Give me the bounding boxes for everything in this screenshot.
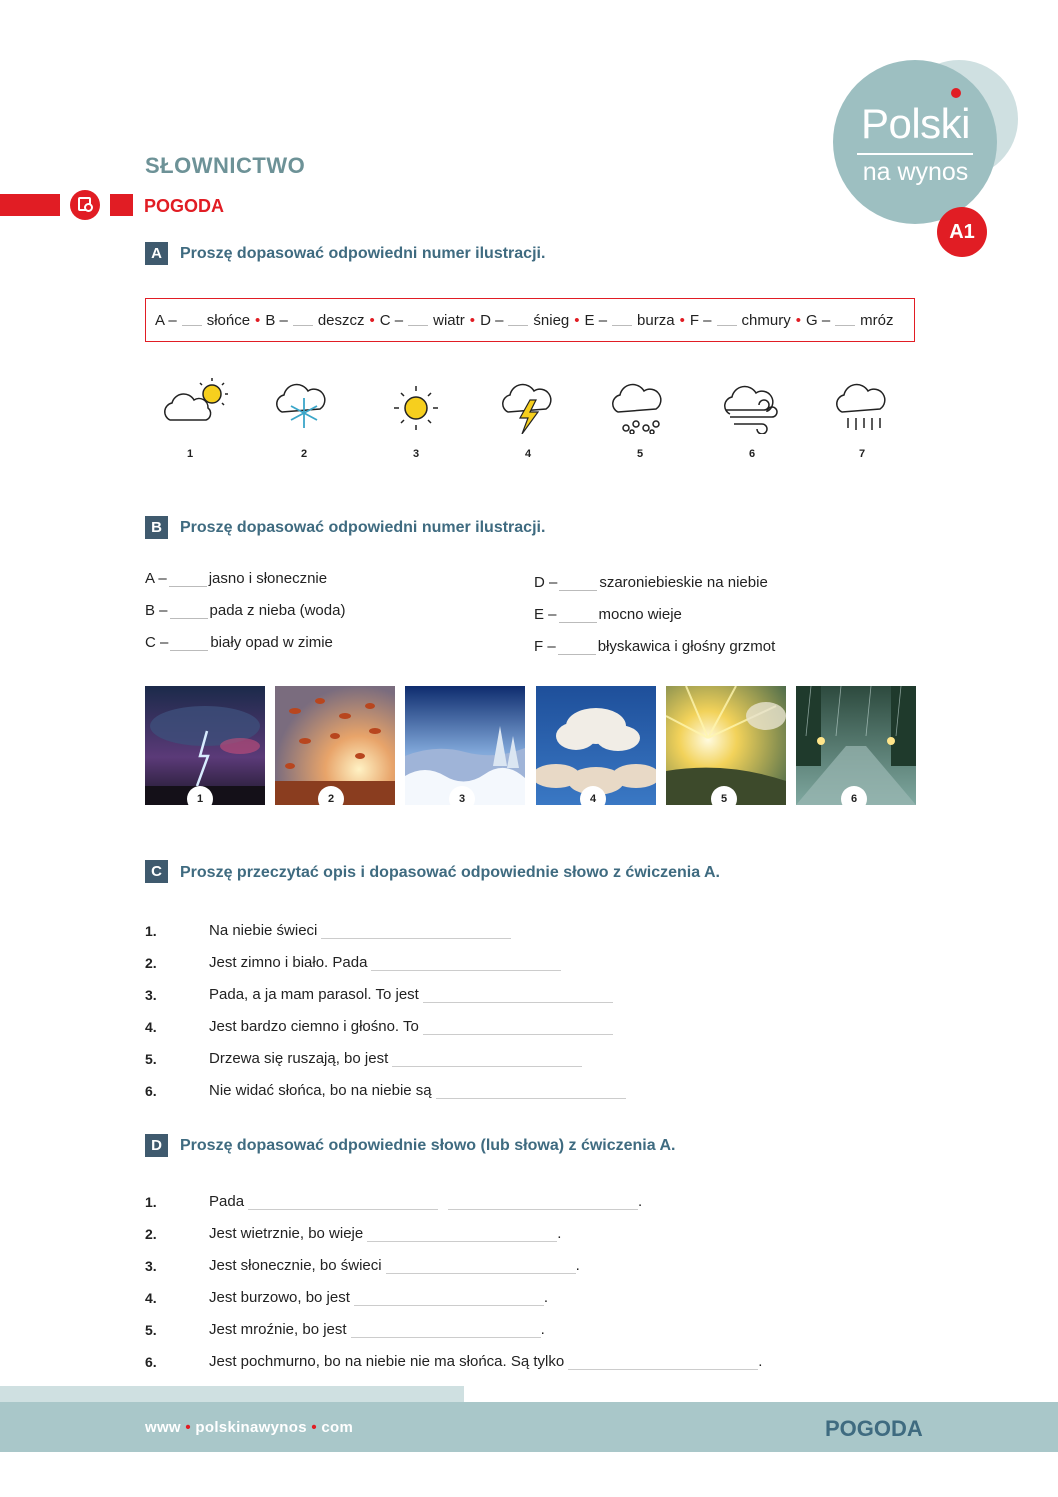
answer-blank[interactable] xyxy=(170,605,208,619)
exercise-number: 5. xyxy=(145,1322,157,1338)
separator-dot: • xyxy=(795,311,801,329)
word-letter: A – xyxy=(155,311,177,329)
word: burza xyxy=(637,311,675,329)
item-letter: F – xyxy=(534,638,556,655)
answer-line[interactable] xyxy=(436,1085,626,1099)
period: . xyxy=(543,1289,549,1306)
section-d-badge: D xyxy=(145,1134,168,1157)
exercise-number: 3. xyxy=(145,987,157,1003)
partly-sunny-icon xyxy=(158,372,238,434)
exercise-row xyxy=(145,1050,582,1067)
exercise-text: Jest zimno i biało. Pada xyxy=(209,954,368,971)
item-letter: A – xyxy=(145,570,167,587)
exercise-number: 4. xyxy=(145,1290,157,1306)
exercise-row xyxy=(145,1018,613,1035)
exercise-text: Jest mroźnie, bo jest xyxy=(209,1321,347,1338)
word: śnieg xyxy=(533,311,570,329)
section-b-badge: B xyxy=(145,516,168,539)
item-text: błyskawica i głośny grzmot xyxy=(597,638,776,655)
logo-red-dot xyxy=(951,88,961,98)
answer-blank[interactable] xyxy=(559,609,597,623)
section-d-instruction: Proszę dopasować odpowiednie słowo (lub słowa) z ćwiczenia A. xyxy=(180,1137,676,1154)
answer-line[interactable] xyxy=(568,1356,758,1370)
exercise-row xyxy=(145,1321,545,1338)
answer-line[interactable] xyxy=(351,1324,541,1338)
list-item xyxy=(534,574,768,591)
answer-line[interactable] xyxy=(367,1228,557,1242)
list-item xyxy=(534,606,682,623)
list-item xyxy=(145,602,345,619)
exercise-number: 6. xyxy=(145,1083,157,1099)
photo-number: 3 xyxy=(449,786,475,812)
answer-blank[interactable] xyxy=(169,573,207,587)
exercise-number: 2. xyxy=(145,955,157,971)
icon-number: 5 xyxy=(636,448,644,460)
exercise-text: Jest pochmurno, bo na niebie nie ma słońca. Są tylko xyxy=(209,1353,565,1370)
word-letter: E – xyxy=(584,311,608,329)
answer-line[interactable] xyxy=(423,1021,613,1035)
exercise-row xyxy=(145,922,511,939)
url-dot: • xyxy=(311,1419,317,1436)
answer-blank[interactable] xyxy=(559,577,597,591)
item-text: mocno wieje xyxy=(598,606,682,623)
exercise-text: Drzewa się ruszają, bo jest xyxy=(209,1050,389,1067)
url-dot: • xyxy=(185,1419,191,1436)
separator-dot: • xyxy=(679,311,685,329)
list-item xyxy=(145,634,333,651)
snow-cloud-icon xyxy=(264,372,344,434)
section-c-badge: C xyxy=(145,860,168,883)
word-letter: F – xyxy=(689,311,712,329)
word: słońce xyxy=(206,311,251,329)
word: mróz xyxy=(860,311,894,329)
sun-icon xyxy=(376,372,456,434)
icon-number: 4 xyxy=(524,448,532,460)
answer-line[interactable] xyxy=(354,1292,544,1306)
answer-blank[interactable] xyxy=(170,637,208,651)
item-text: jasno i słonecznie xyxy=(208,570,328,587)
answer-blank[interactable] xyxy=(508,314,528,326)
list-item xyxy=(534,638,775,655)
exercise-row xyxy=(145,1257,580,1274)
exercise-row xyxy=(145,954,561,971)
hail-cloud-icon xyxy=(600,372,680,434)
exercise-row xyxy=(145,1193,642,1210)
exercise-text: Pada, a ja mam parasol. To jest xyxy=(209,986,419,1003)
exercise-text: Jest wietrznie, bo wieje xyxy=(209,1225,364,1242)
period: . xyxy=(758,1353,763,1370)
thunderstorm-icon xyxy=(488,372,568,434)
exercise-text: Jest słonecznie, bo świeci xyxy=(209,1257,382,1274)
word-letter: B – xyxy=(265,311,288,329)
section-a-badge: A xyxy=(145,242,168,265)
separator-dot: • xyxy=(574,311,580,329)
answer-blank[interactable] xyxy=(835,314,855,326)
answer-blank[interactable] xyxy=(182,314,202,326)
item-letter: B – xyxy=(145,602,168,619)
period: . xyxy=(575,1257,580,1274)
item-letter: C – xyxy=(145,634,169,651)
word: chmury xyxy=(741,311,791,329)
answer-line[interactable] xyxy=(392,1053,582,1067)
exercise-number: 4. xyxy=(145,1019,157,1035)
exercise-row xyxy=(145,986,613,1003)
word-bank xyxy=(145,298,915,342)
word-letter: C – xyxy=(379,311,404,329)
level-badge: A1 xyxy=(937,207,987,257)
exercise-text: Na niebie świeci xyxy=(209,922,318,939)
period: . xyxy=(540,1321,545,1338)
photo-number: 2 xyxy=(318,786,344,812)
icon-number: 6 xyxy=(748,448,756,460)
vocabulary-icon xyxy=(70,190,100,220)
url-com: com xyxy=(321,1419,354,1436)
answer-blank[interactable] xyxy=(612,314,632,326)
icon-number: 7 xyxy=(858,448,866,460)
photo-number: 4 xyxy=(580,786,606,812)
footer-strip xyxy=(0,1386,464,1402)
answer-line[interactable] xyxy=(371,957,561,971)
logo-divider xyxy=(857,153,973,155)
wind-cloud-icon xyxy=(712,372,792,434)
separator-dot: • xyxy=(369,311,375,329)
exercise-row xyxy=(145,1225,561,1242)
photo-number: 5 xyxy=(711,786,737,812)
exercise-number: 5. xyxy=(145,1051,157,1067)
url-www: www xyxy=(145,1419,181,1436)
exercise-number: 2. xyxy=(145,1226,157,1242)
item-letter: D – xyxy=(534,574,558,591)
section-b-instruction: Proszę dopasować odpowiedni numer ilustracji. xyxy=(180,519,546,536)
footer-topic: POGODA xyxy=(825,1416,923,1441)
icon-number: 3 xyxy=(412,448,420,460)
exercise-number: 3. xyxy=(145,1258,157,1274)
logo-polski-text: Polski xyxy=(860,100,971,147)
answer-line[interactable] xyxy=(448,1196,638,1210)
separator-dot: • xyxy=(255,311,261,329)
logo-wynos-text: na wynos xyxy=(862,158,969,186)
exercise-number: 6. xyxy=(145,1354,157,1370)
icon-number: 1 xyxy=(186,448,194,460)
answer-blank[interactable] xyxy=(558,641,596,655)
exercise-text: Jest bardzo ciemno i głośno. To xyxy=(209,1018,419,1035)
photo-number: 1 xyxy=(187,786,213,812)
icon-number: 2 xyxy=(300,448,308,460)
period: . xyxy=(638,1193,643,1210)
item-text: biały opad w zimie xyxy=(210,634,333,651)
answer-blank[interactable] xyxy=(408,314,428,326)
answer-blank[interactable] xyxy=(717,314,737,326)
section-a-instruction: Proszę dopasować odpowiedni numer ilustracji. xyxy=(180,245,546,262)
item-letter: E – xyxy=(534,606,557,623)
exercise-number: 1. xyxy=(145,923,157,939)
period: . xyxy=(557,1225,562,1242)
answer-line[interactable] xyxy=(321,925,511,939)
exercise-row xyxy=(145,1082,626,1099)
exercise-number: 1. xyxy=(145,1194,157,1210)
topic-title: POGODA xyxy=(144,196,225,216)
answer-line[interactable] xyxy=(423,989,613,1003)
word-letter: G – xyxy=(805,311,831,329)
exercise-text: Jest burzowo, bo jest xyxy=(209,1289,350,1306)
answer-line[interactable] xyxy=(248,1196,438,1210)
exercise-row xyxy=(145,1289,548,1306)
exercise-row xyxy=(145,1353,762,1370)
page-title: SŁOWNICTWO xyxy=(145,153,306,178)
section-c-instruction: Proszę przeczytać opis i dopasować odpowiednie słowo z ćwiczenia A. xyxy=(180,864,720,881)
item-text: szaroniebieskie na niebie xyxy=(599,574,768,591)
item-text: pada z nieba (woda) xyxy=(209,602,346,619)
list-item xyxy=(145,570,327,587)
rain-cloud-icon xyxy=(824,372,904,434)
word-letter: D – xyxy=(480,311,504,329)
answer-line[interactable] xyxy=(386,1260,576,1274)
answer-blank[interactable] xyxy=(293,314,313,326)
separator-dot: • xyxy=(469,311,476,329)
exercise-text: Nie widać słońca, bo na niebie są xyxy=(209,1082,432,1099)
url-domain: polskinawynos xyxy=(195,1419,307,1436)
footer-url[interactable] xyxy=(145,1419,353,1436)
exercise-text: Pada xyxy=(209,1193,245,1210)
word: wiatr xyxy=(433,311,465,329)
word: deszcz xyxy=(317,311,365,329)
photo-number: 6 xyxy=(841,786,867,812)
red-bar-left xyxy=(0,194,60,216)
red-bar-small xyxy=(110,194,133,216)
